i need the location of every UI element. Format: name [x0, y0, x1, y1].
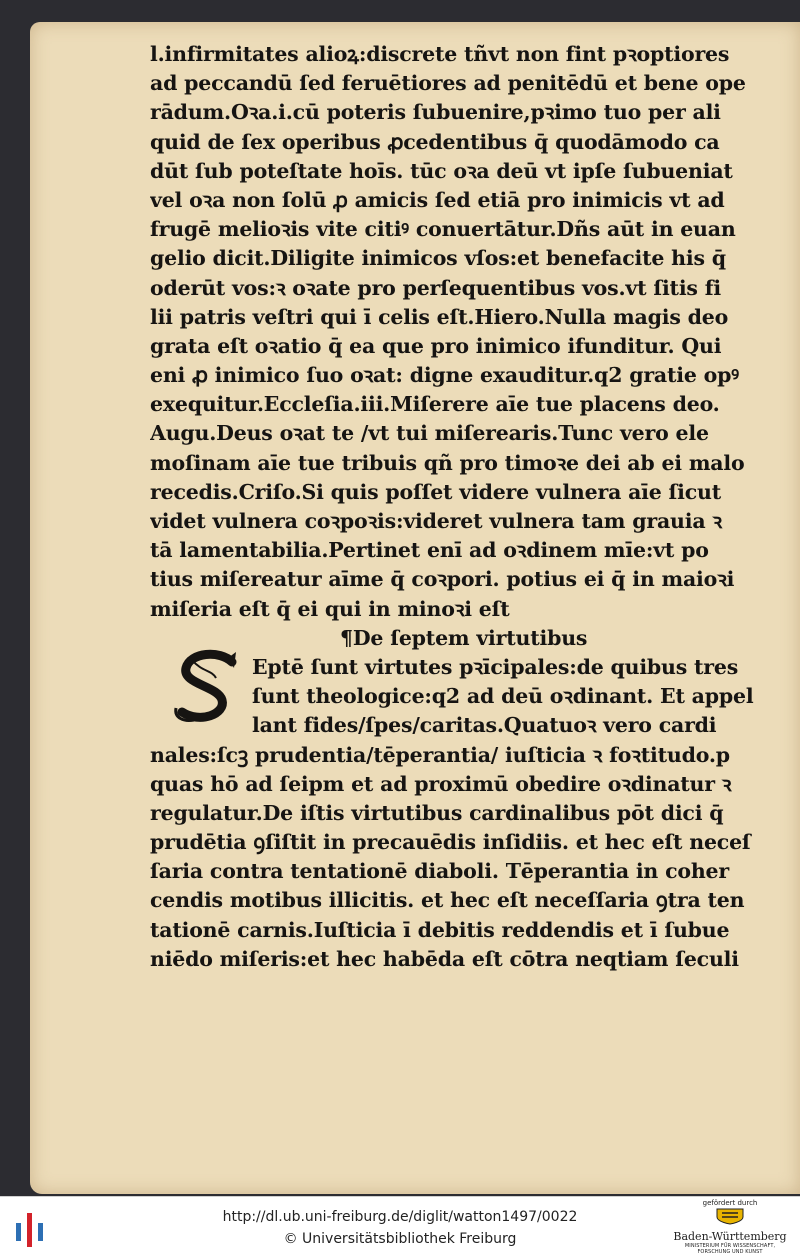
text-line: tā lamentabilia.Pertinet enī ad oꝛdinem mīe:vt po [150, 538, 709, 563]
text-line: eni ꝓ inimico ſuo oꝛat: digne exauditur.q2 gratie opꝰ [150, 363, 739, 388]
text-line: exequitur.Eccleſia.iii.Miſerere aīe tue placens deo. [150, 392, 720, 417]
text-line: niēdo miſeris:et hec habēda eſt cōtra neqtiam ſeculi [150, 946, 739, 971]
text-line: moſinam aīe tue tribuis qñ pro timoꝛe dei ab ei malo [150, 450, 745, 475]
decorated-initial-s [172, 648, 244, 724]
text-line: tius miſereatur aīme q̄ coꝛpori. potius ei q̄ in maioꝛi [150, 567, 735, 592]
text-line: quas hō ad ſeipm et ad proximū obedire oꝛdinatur ꝛ [150, 771, 732, 796]
text-line: dūt ſub poteſtate hoīs. tūc oꝛa deū vt ipſe ſubueniat [150, 158, 733, 183]
page-text [150, 40, 770, 974]
footer-bar [0, 1196, 800, 1256]
text-line: l.infirmitates alioꝝ:discrete tñvt non fint pꝛoptiores [150, 42, 730, 66]
text-line: Augu.Deus oꝛat te /vt tui miſerearis.Tunc vero ele [150, 421, 709, 446]
text-line: lant fides/ſpes/caritas.Quatuoꝛ vero cardi [252, 713, 717, 738]
funder-label: gefördert durch [702, 1199, 758, 1207]
text-line: prudētia ꝯſiſtit in precauēdis inſidiis. et hec eſt neceſ [150, 830, 751, 855]
text-line: ad peccandū ſed feruētiores ad penitēdū et bene ope [150, 71, 746, 96]
text-line: miſeria eſt q̄ ei qui in minoꝛi eſt [150, 596, 510, 621]
text-line: videt vulnera coꝛpoꝛis:videret vulnera tam grauia ꝛ [150, 509, 722, 533]
text-line: regulatur.De iſtis virtutibus cardinalibus pōt dici q̄ [150, 800, 724, 825]
text-line: Eptē ſunt virtutes pꝛīcipales:de quibus tres [252, 654, 739, 679]
text-line: ſaria contra tentationē diaboli. Tēperantia in coher [150, 859, 729, 884]
text-line: cendis motibus illicitis. et hec eſt neceſſaria ꝯtra ten [150, 888, 745, 913]
funder-subtitle: MINISTERIUM FÜR WISSENSCHAFT, FORSCHUNG UND KUNST [684, 1243, 776, 1255]
funder-block [668, 1199, 792, 1255]
initial-letter-text [196, 660, 197, 661]
copyright-notice: © Universitätsbibliothek Freiburg [283, 1231, 517, 1247]
text-line: nales:ſcꝫ prudentia/tēperantia/ iuſticia ꝛ foꝛtitudo.p [150, 742, 730, 767]
text-line: rādum.Oꝛa.i.cū poteris ſubuenire,pꝛimo tuo per ali [150, 100, 721, 125]
text-line: grata eſt oꝛatio q̄ ea que pro inimico ifunditur. Qui [150, 333, 722, 358]
page-url[interactable]: http://dl.ub.uni-freiburg.de/diglit/watton1497/0022 [222, 1209, 578, 1225]
text-line: lii patris veſtri qui ī celis eſt.Hiero.Nulla magis deo [150, 304, 729, 329]
text-line: gelio dicit.Diligite inimicos vſos:et benefacite his q̄ [150, 246, 726, 271]
text-line: oderūt vos:ꝛ oꝛate pro perſequentibus vos.vt ſitis fi [150, 275, 721, 300]
section-heading: ¶De ſeptem virtutibus [340, 625, 588, 650]
text-line: recedis.Criſo.Si quis poſſet videre vulnera aīe ſicut [150, 479, 722, 504]
text-line: quid de ſex operibus ꝓcedentibus q̄ quodāmodo ca [150, 129, 720, 154]
funder-name: Baden-Württemberg [673, 1230, 787, 1243]
text-line: vel oꝛa non ſolū ꝓ amicis ſed etiā pro inimicis vt ad [150, 187, 725, 212]
coat-of-arms-icon [713, 1207, 747, 1225]
text-line: ſunt theologice:q2 ad deū oꝛdinant. Et appel [252, 684, 754, 709]
text-line: frugē melioꝛis vite citiꝰ conuertātur.Dñs aūt in euan [150, 217, 736, 242]
text-line: tationē carnis.Iuſticia ī debitis reddendis et ī ſubue [150, 917, 730, 942]
